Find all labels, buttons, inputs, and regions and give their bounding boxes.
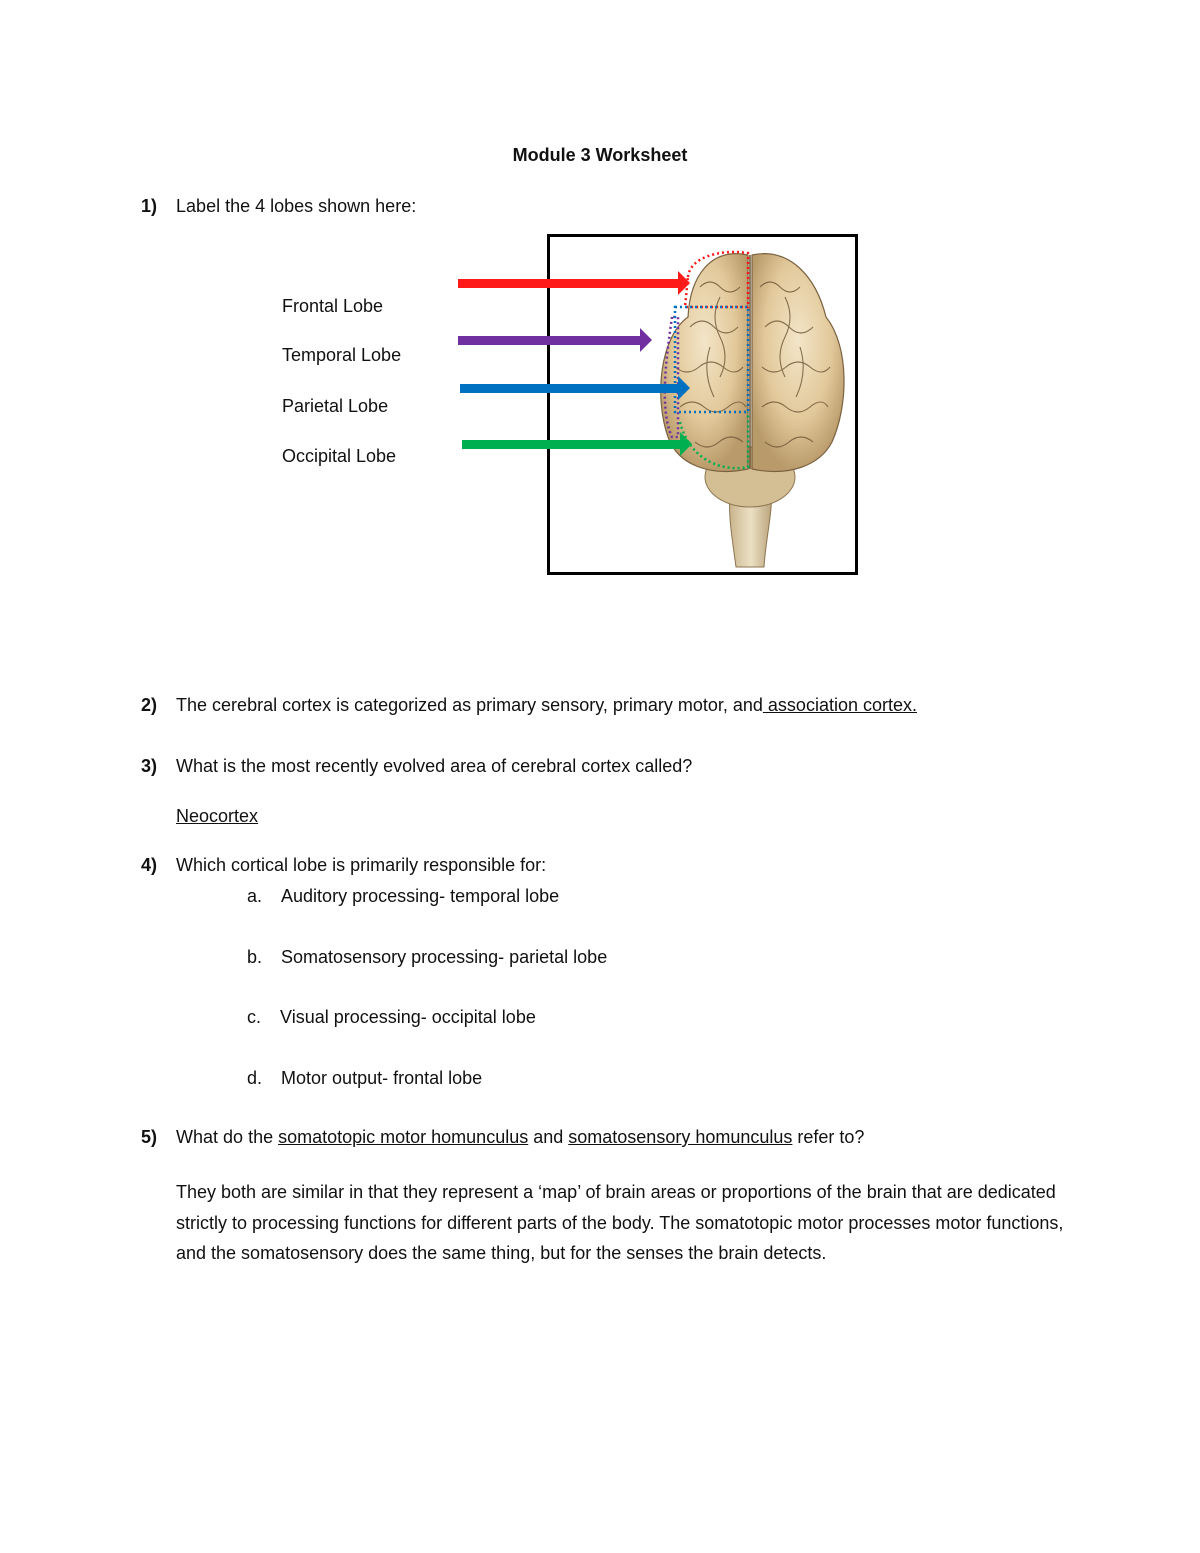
question-4-text: Which cortical lobe is primarily responsible for: — [176, 855, 547, 875]
question-5-answer: They both are similar in that they represent a ‘map’ of brain areas or proportions of the brain that are dedicated strictly to processing functions for different parts of the body. The somatotopic motor processes motor functions, and the somatosensory does the same thing, but for the senses the brain detects. — [176, 1182, 1064, 1263]
question-5-text-before: What do the — [176, 1127, 279, 1147]
item-text: Visual processing- occipital lobe — [280, 1007, 536, 1027]
question-3 — [141, 756, 692, 777]
arrow-temporal — [458, 328, 652, 352]
label-frontal-lobe: Frontal Lobe — [282, 296, 384, 316]
item-text: Somatosensory processing- parietal lobe — [281, 947, 608, 967]
item-letter: b. — [247, 947, 263, 967]
question-5 — [141, 1127, 864, 1148]
item-letter: c. — [247, 1007, 262, 1027]
question-5-term-2: somatosensory homunculus — [568, 1127, 793, 1147]
question-3-text: What is the most recently evolved area of cerebral cortex called? — [176, 756, 693, 776]
question-2-text: The cerebral cortex is categorized as primary sensory, primary motor, and — [176, 695, 763, 715]
arrow-occipital — [462, 432, 692, 456]
question-2-number: 2) — [141, 695, 158, 715]
question-4-item-d — [247, 1068, 482, 1089]
question-3-number: 3) — [141, 756, 158, 776]
arrow-frontal — [458, 271, 690, 295]
question-4-item-c — [247, 1007, 536, 1028]
question-5-term-1: somatotopic motor homunculus — [278, 1127, 529, 1147]
question-4-item-a — [247, 886, 559, 907]
question-4-item-b — [247, 947, 607, 968]
label-temporal-lobe: Temporal Lobe — [282, 345, 402, 365]
question-3-answer: Neocortex — [176, 806, 259, 826]
question-1-text: Label the 4 lobes shown here: — [176, 196, 417, 216]
label-parietal-lobe: Parietal Lobe — [282, 396, 389, 416]
question-1-number: 1) — [141, 196, 158, 216]
item-text: Motor output- frontal lobe — [281, 1068, 483, 1088]
item-text: Auditory processing- temporal lobe — [281, 886, 560, 906]
question-5-text-after: refer to? — [792, 1127, 865, 1147]
question-4 — [141, 855, 546, 876]
label-occipital-lobe: Occipital Lobe — [282, 446, 397, 466]
item-letter: d. — [247, 1068, 263, 1088]
question-4-number: 4) — [141, 855, 158, 875]
lobe-arrows — [0, 0, 1200, 700]
item-letter: a. — [247, 886, 263, 906]
question-2 — [141, 695, 917, 716]
question-5-text-mid: and — [528, 1127, 569, 1147]
page-title: Module 3 Worksheet — [512, 145, 688, 165]
question-5-number: 5) — [141, 1127, 158, 1147]
question-2-answer: association cortex. — [762, 695, 917, 715]
arrow-parietal — [460, 376, 690, 400]
